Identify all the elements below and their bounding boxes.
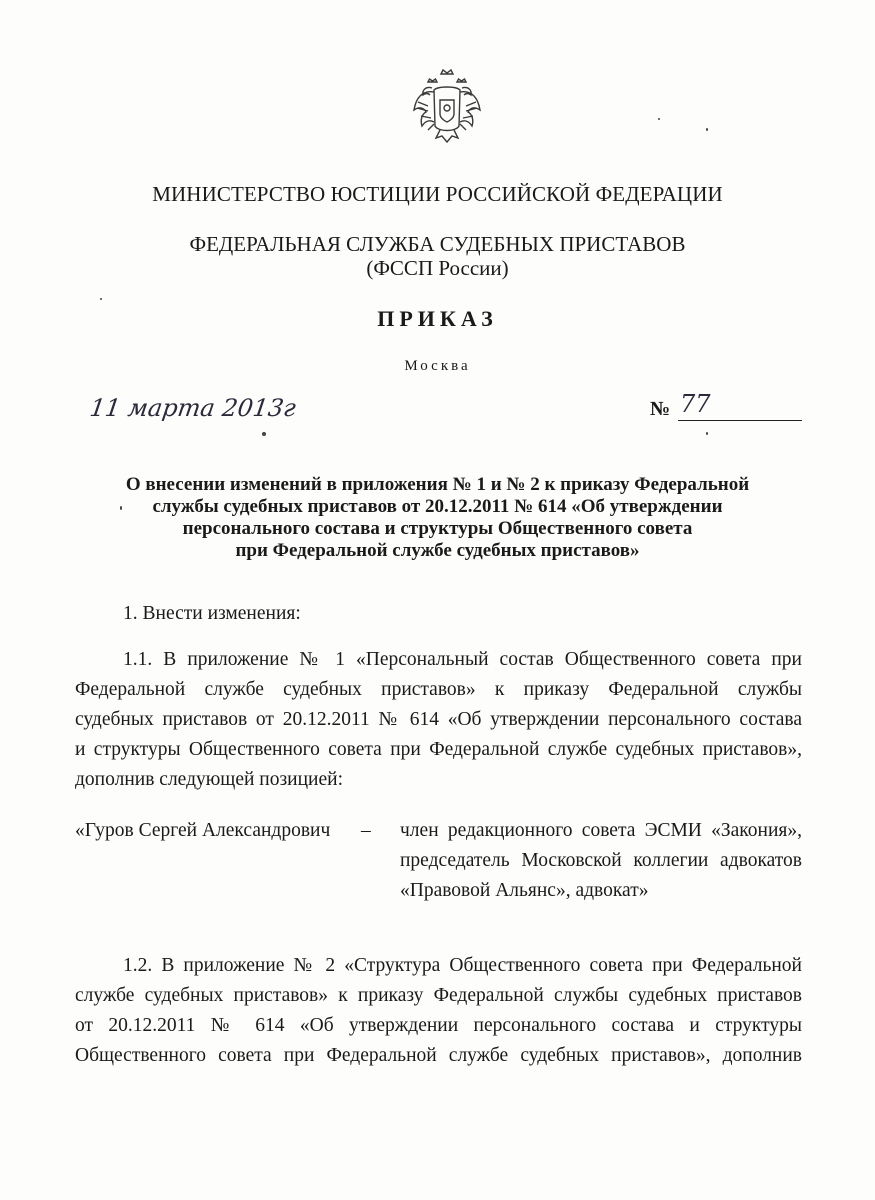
member-dash: –: [361, 820, 371, 841]
handwritten-number: 77: [680, 390, 711, 418]
paragraph-item-1-1: [75, 645, 802, 795]
title-line: О внесении изменений в приложения № 1 и № 2 к приказу Федеральной: [125, 474, 750, 495]
paragraph-line: дополнив следующей позицией:: [75, 769, 343, 790]
order-number: [650, 390, 802, 424]
paragraph-line: службе судебных приставов» к приказу Федеральной службы судебных приставов: [75, 985, 802, 1006]
city-name: Москва: [404, 358, 471, 374]
scan-speck: [706, 432, 708, 435]
service-name: ФЕДЕРАЛЬНАЯ СЛУЖБА СУДЕБНЫХ ПРИСТАВОВ: [189, 232, 686, 256]
double-headed-eagle-icon: [412, 66, 482, 148]
paragraph-line: судебных приставов от 20.12.2011 № 614 «Об утверждении персонального состава: [75, 709, 802, 730]
title-line: персонального состава и структуры Общественного совета: [182, 518, 693, 539]
handwritten-date: 11 марта 2013г: [88, 394, 298, 422]
description-line: «Правовой Альянс», адвокат»: [400, 880, 649, 901]
service-short-name: (ФССП России): [366, 256, 509, 280]
paragraph-item-1-2: [75, 951, 802, 1071]
paragraph-line: 1. Внести изменения:: [123, 603, 301, 624]
number-sign: №: [650, 398, 671, 420]
description-line: член редакционного совета ЭСМИ «Закония»,: [400, 820, 802, 841]
scan-speck: [262, 432, 266, 436]
title-line: при Федеральной службе судебных приставов»: [235, 540, 640, 561]
paragraph-item-1: [75, 599, 802, 629]
paragraph-line: 1.1. В приложение № 1 «Персональный состав Общественного совета при: [123, 649, 802, 670]
scan-speck: [120, 506, 122, 510]
paragraph-line: от 20.12.2011 № 614 «Об утверждении персонального состава и структуры: [75, 1015, 802, 1036]
title-line: службы судебных приставов от 20.12.2011 № 614 «Об утверждении: [152, 496, 723, 517]
number-underline: [678, 420, 802, 421]
ministry-name: МИНИСТЕРСТВО ЮСТИЦИИ РОССИЙСКОЙ ФЕДЕРАЦИИ: [152, 182, 723, 206]
member-description: [400, 816, 802, 906]
member-name: «Гуров Сергей Александрович: [75, 820, 331, 841]
paragraph-line: Общественного совета при Федеральной службе судебных приставов», дополнив: [75, 1045, 802, 1066]
scan-speck: [706, 128, 708, 131]
document-title: [100, 474, 775, 562]
scan-speck: [100, 298, 102, 300]
document-type: ПРИКАЗ: [377, 306, 498, 331]
paragraph-line: и структуры Общественного совета при Федеральной службе судебных приставов»,: [75, 739, 802, 760]
scan-speck: [658, 118, 660, 120]
paragraph-line: 1.2. В приложение № 2 «Структура Общественного совета при Федеральной: [123, 955, 802, 976]
paragraph-line: Федеральной службе судебных приставов» к приказу Федеральной службы: [75, 679, 802, 700]
description-line: председатель Московской коллегии адвокатов: [400, 850, 802, 871]
